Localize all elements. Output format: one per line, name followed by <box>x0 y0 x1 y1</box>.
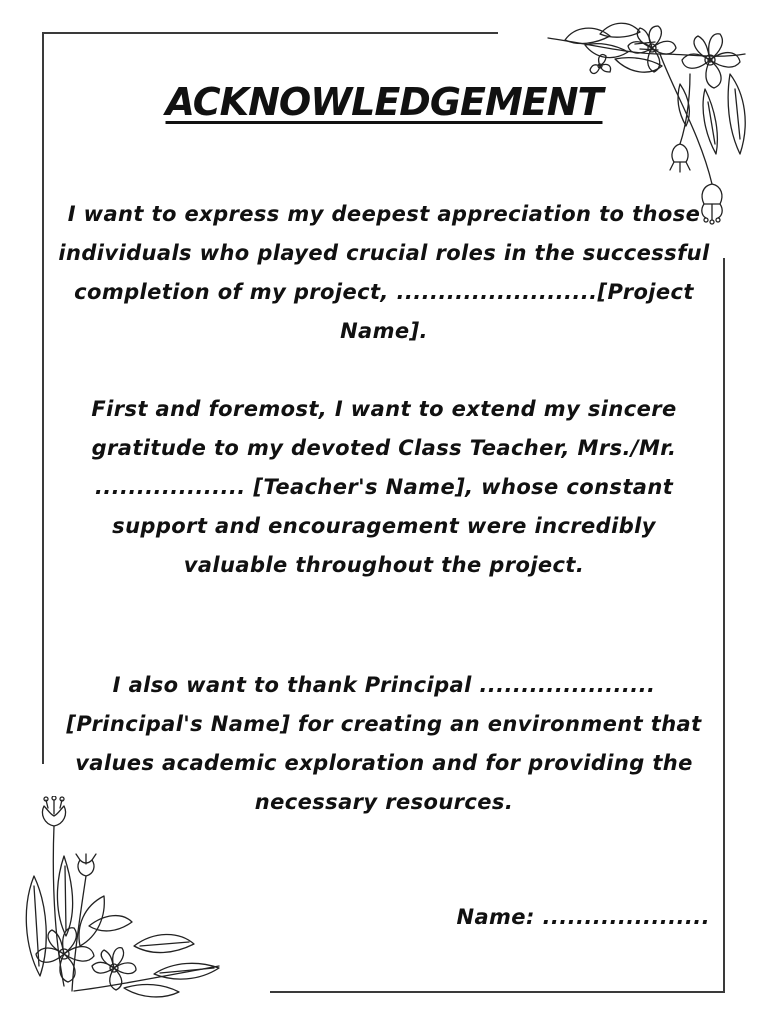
paragraph-project: I want to express my deepest appreciation to those individuals who played crucial roles in the successful completion of my project, ........................[Project Name]. <box>58 202 710 343</box>
paragraph-teacher: First and foremost, I want to extend my sincere gratitude to my devoted Class Teacher, Mrs./Mr. .................. [Teacher's Name], whose constant support and encouragement were incredibly valuable throughout the project. <box>91 397 677 577</box>
paragraph-principal: I also want to thank Principal ..................... [Principal's Name] for creating an environment that values academic exploration and for providing the necessary resources. <box>66 673 702 814</box>
floral-corner-icon <box>14 796 226 1006</box>
page-title: ACKNOWLEDGEMENT <box>165 80 603 124</box>
frame-top-line <box>42 32 498 34</box>
signature-name-line: Name: .................... <box>456 905 710 929</box>
frame-left-line <box>42 32 44 764</box>
frame-right-line <box>723 258 725 992</box>
frame-bottom-line <box>270 991 725 993</box>
